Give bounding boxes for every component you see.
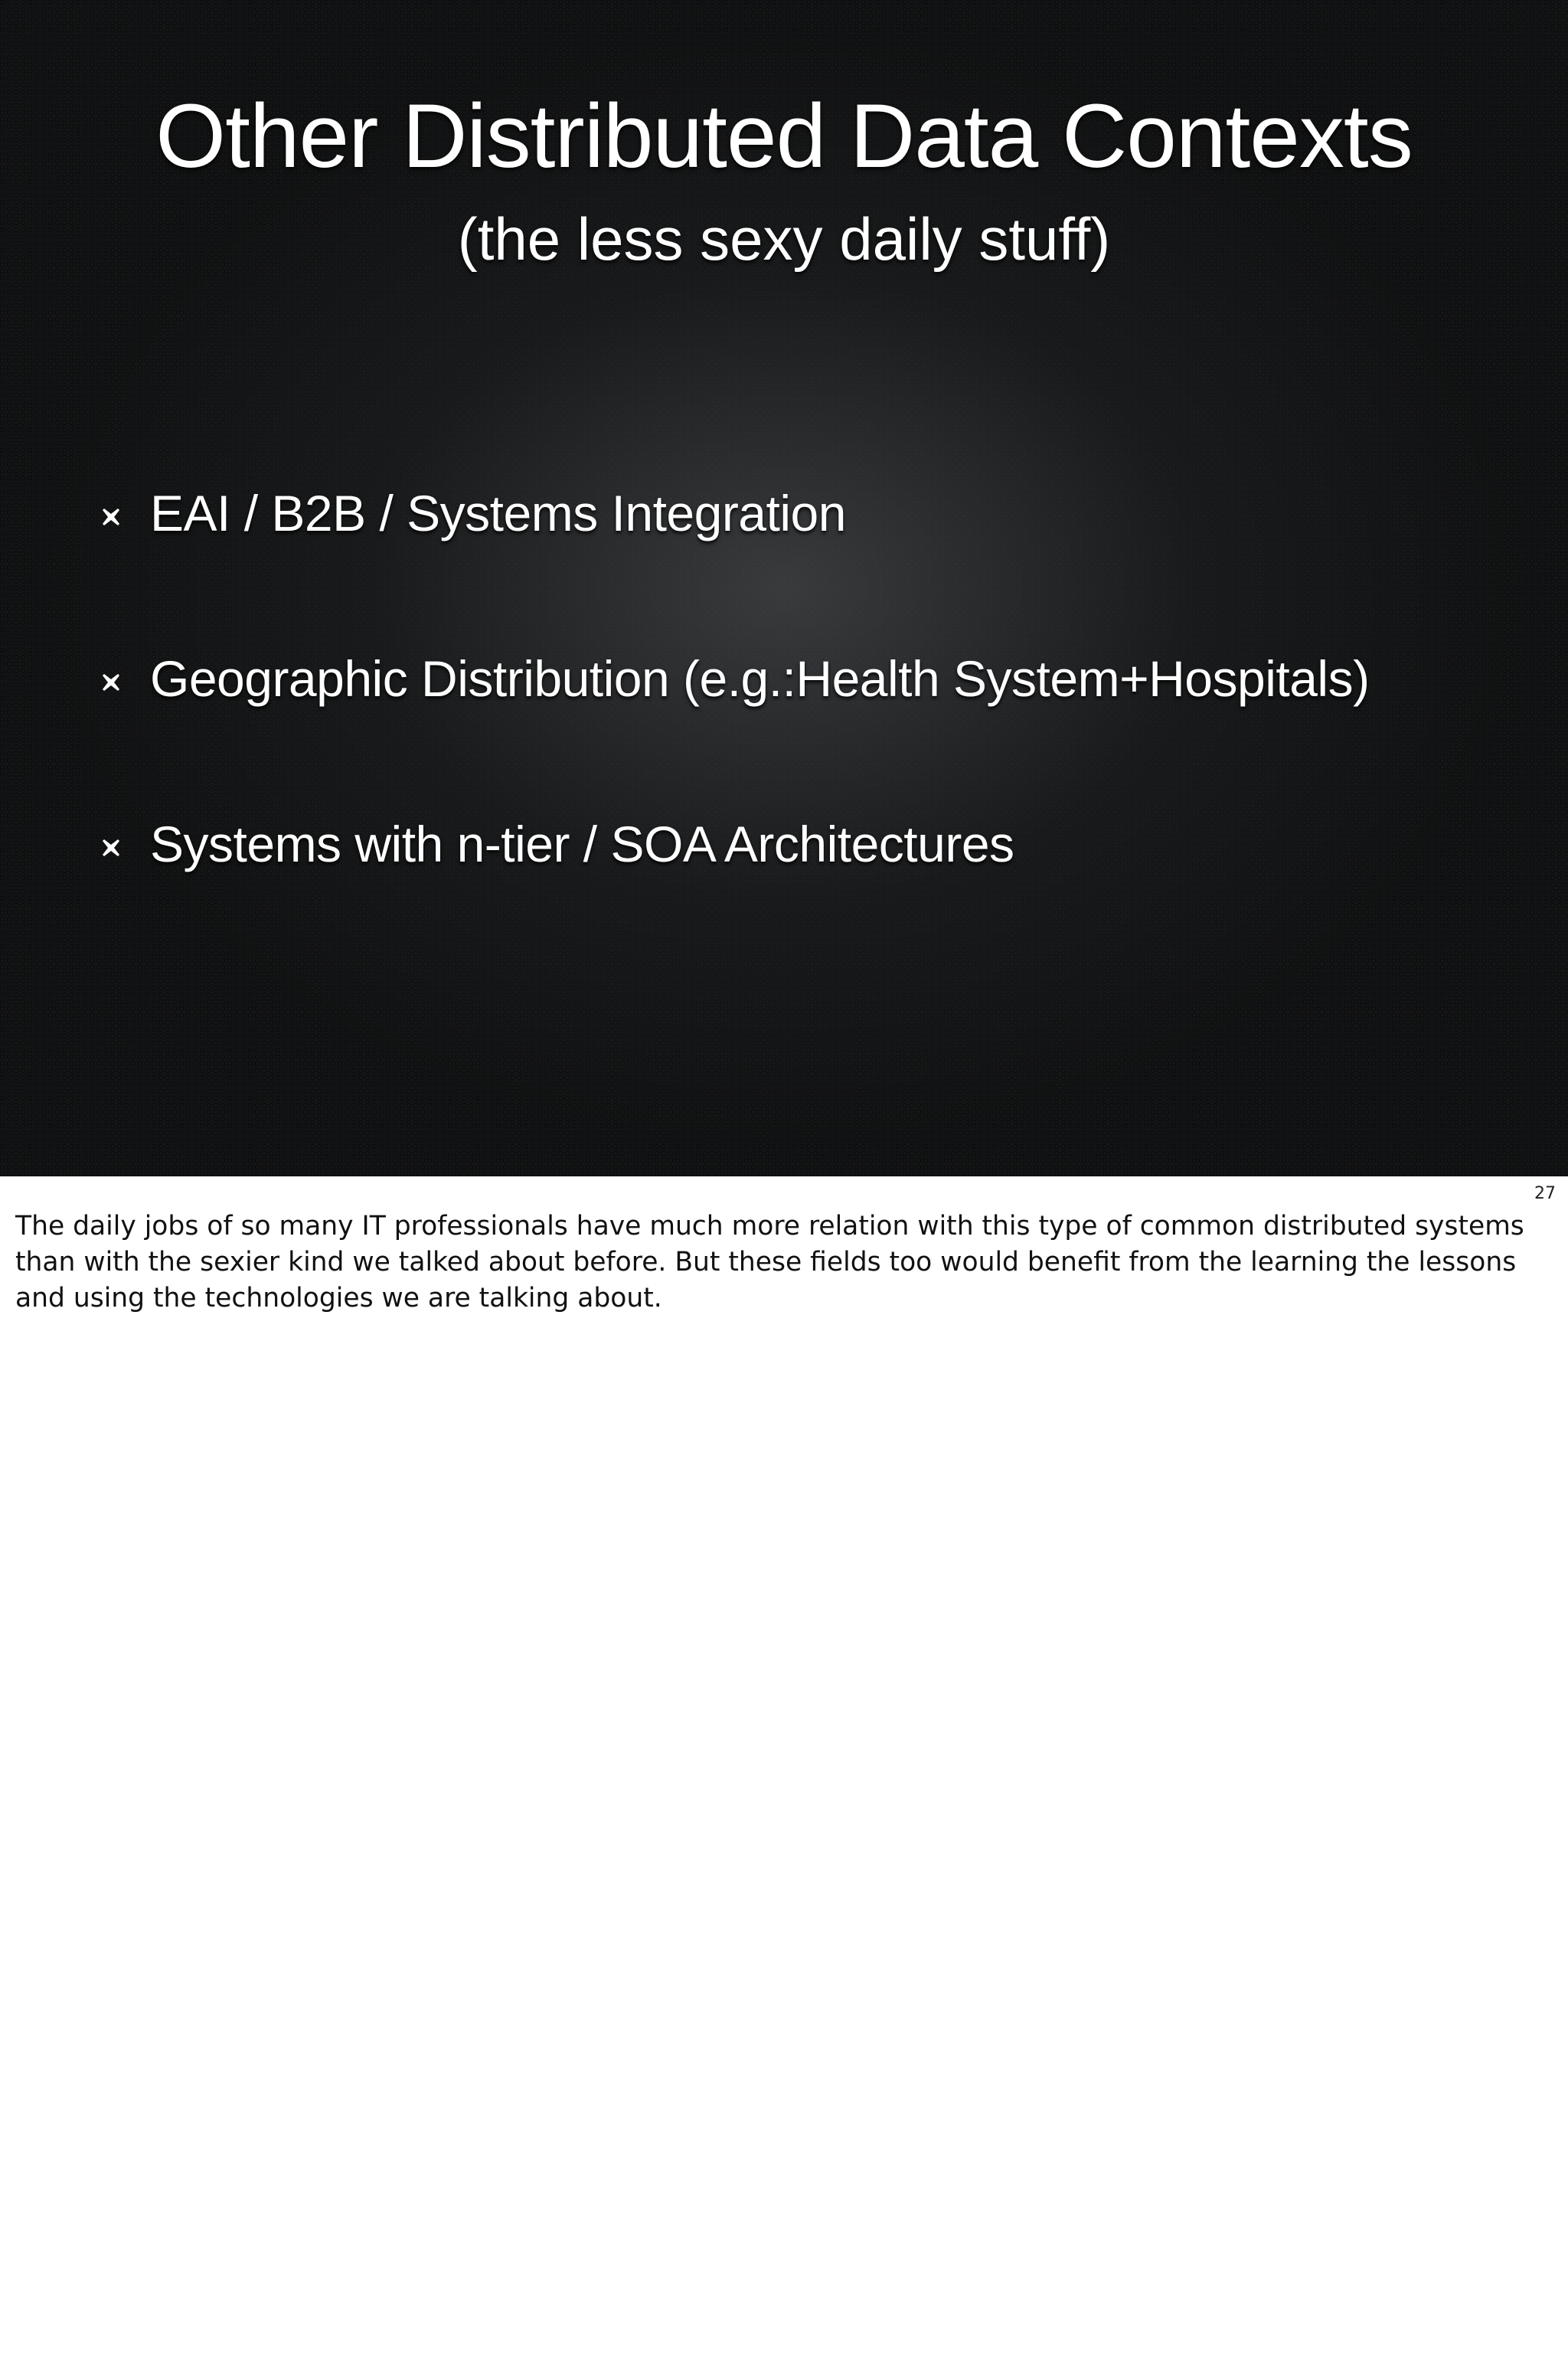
notes-text: The daily jobs of so many IT professionals have much more relation with this type of common distributed systems than with the sexier kind we talked about before. But these ﬁelds too would beneﬁt from the learning the lessons and using the technologies we are talking about. bbox=[15, 1211, 1524, 1313]
speaker-notes bbox=[0, 1176, 1568, 2365]
slide-subtitle: (the less sexy daily stuff) bbox=[457, 205, 1111, 273]
x-bullet-icon bbox=[100, 836, 122, 859]
bullet-text: Geographic Distribution (e.g.:Health System+Hospitals) bbox=[150, 650, 1370, 707]
slide-title: Other Distributed Data Contexts bbox=[155, 86, 1413, 187]
slide bbox=[0, 0, 1568, 1176]
bullet-text: Systems with n-tier / SOA Architectures bbox=[150, 816, 1014, 872]
page-number: 27 bbox=[1534, 1184, 1556, 1203]
x-bullet-icon bbox=[100, 505, 122, 528]
bullet-text: EAI / B2B / Systems Integration bbox=[150, 485, 846, 541]
x-bullet-icon bbox=[100, 671, 122, 694]
